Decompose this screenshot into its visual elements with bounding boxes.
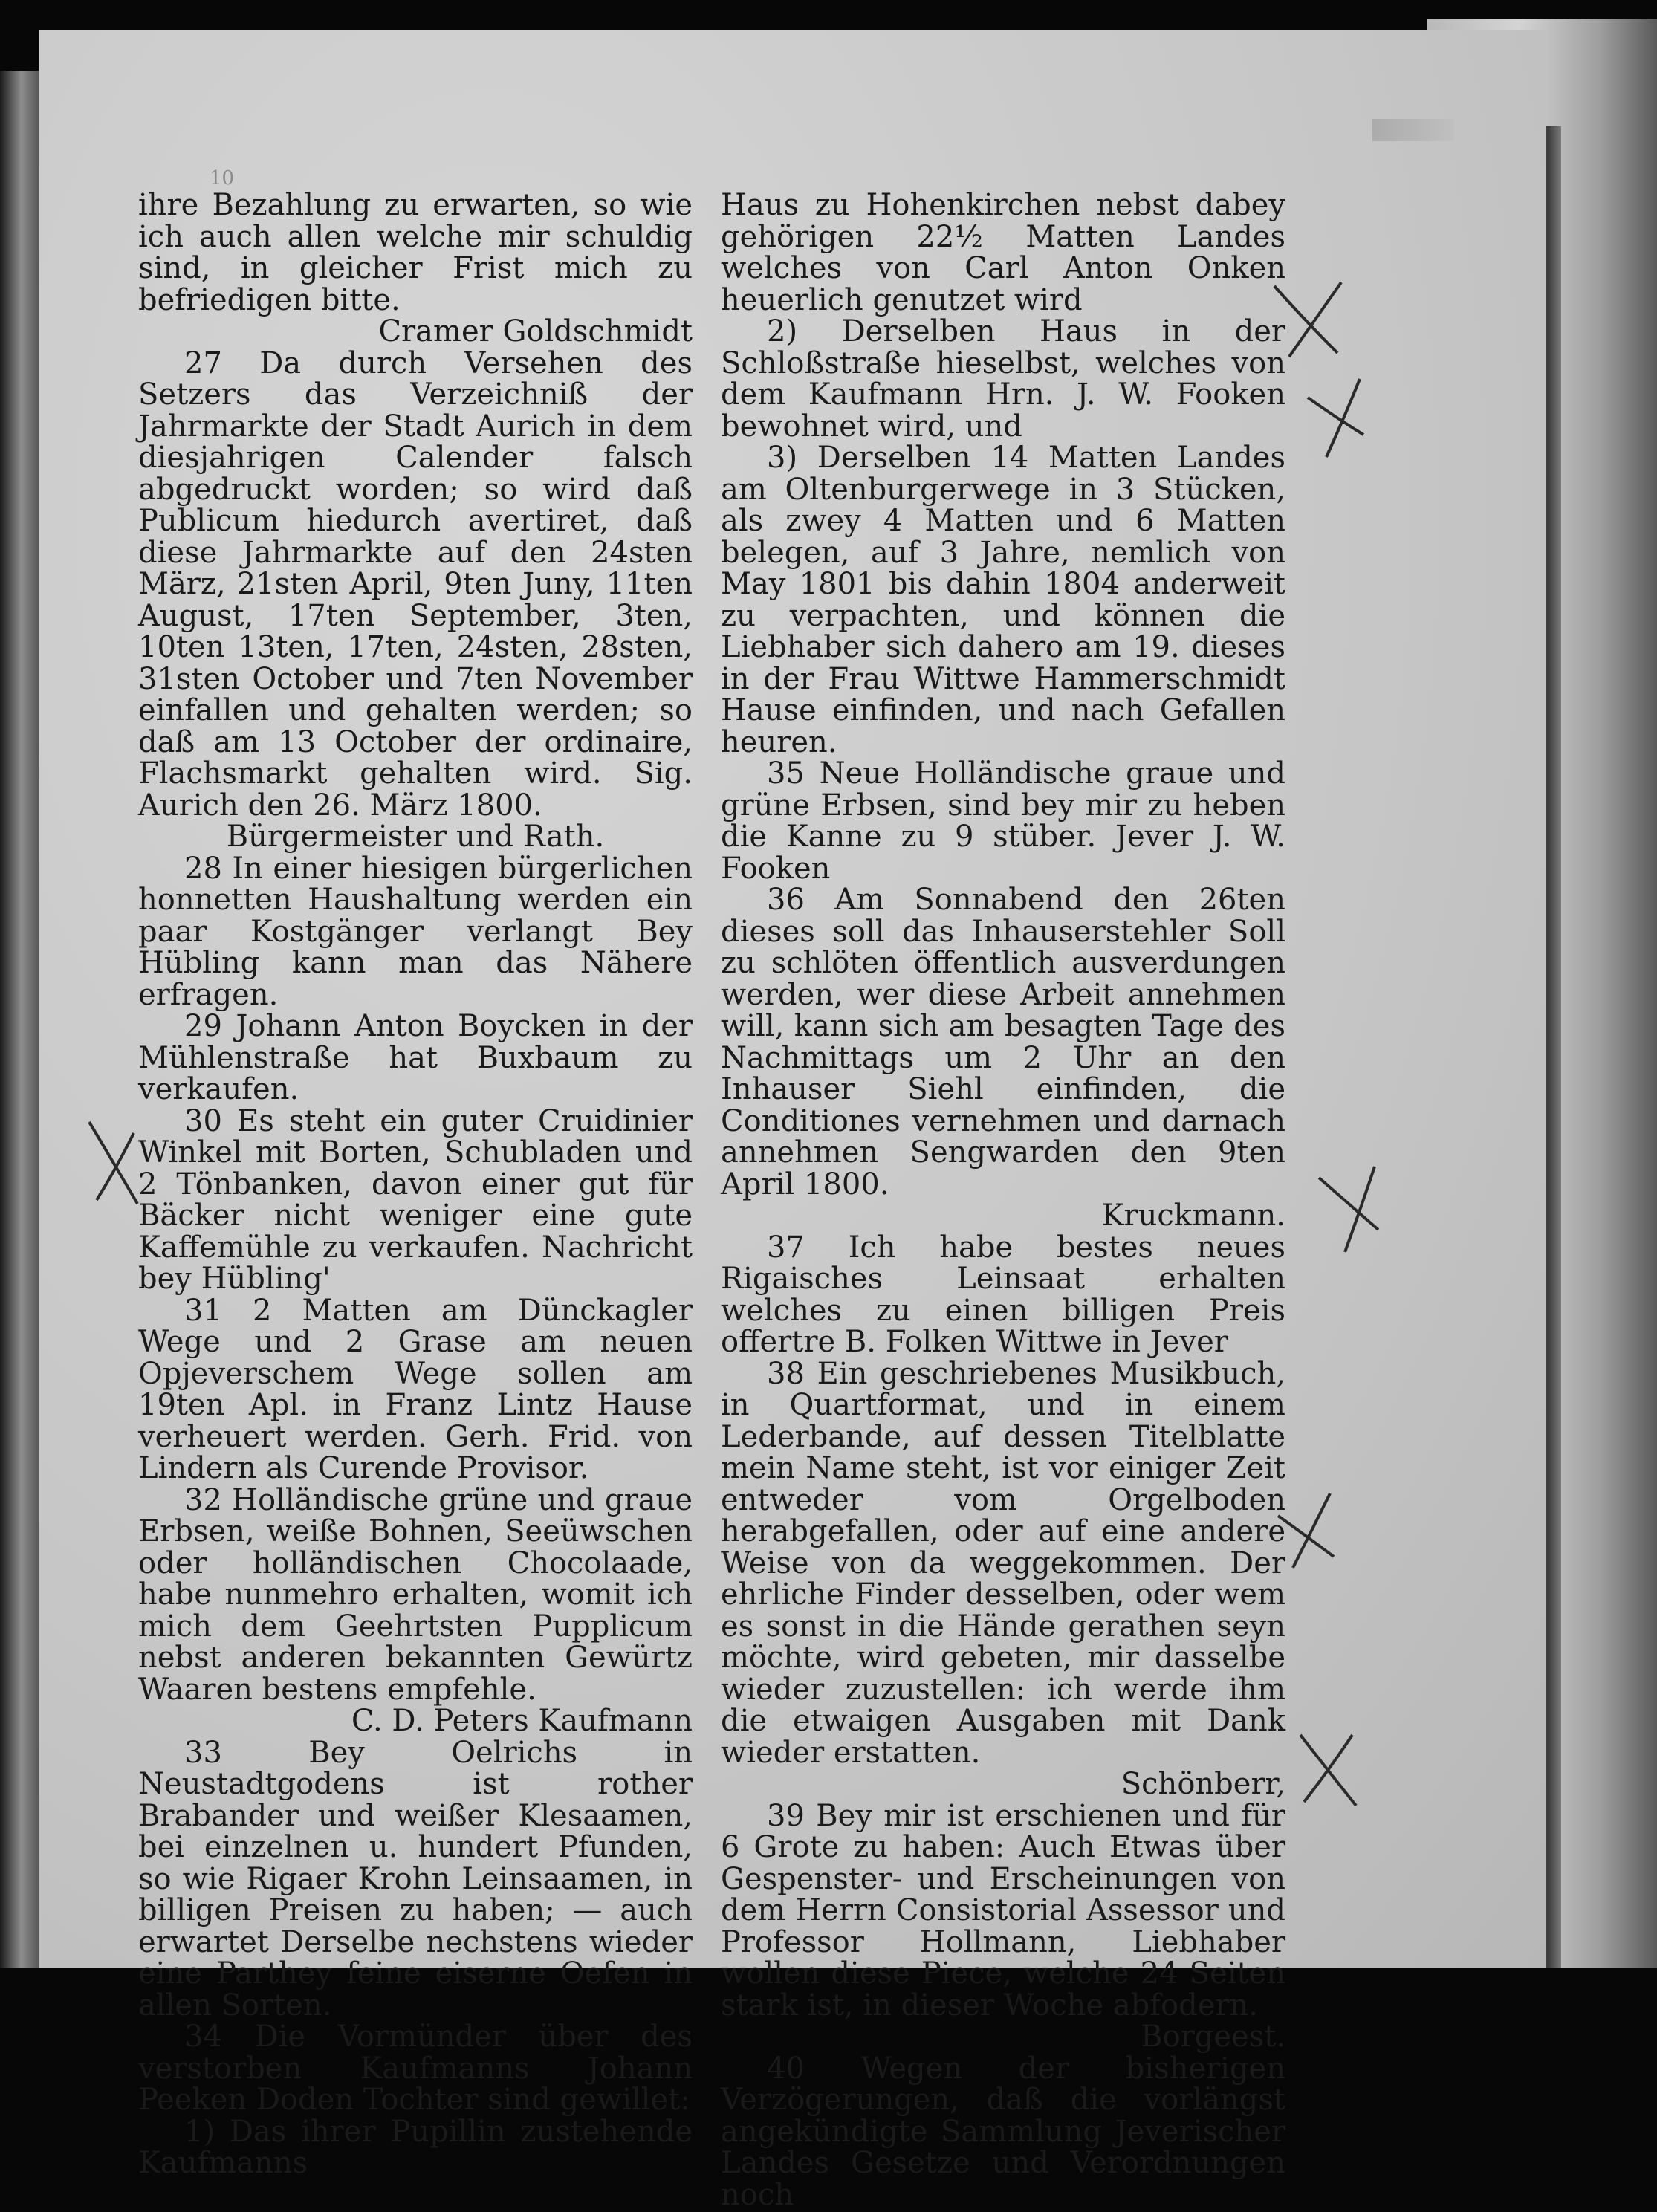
- notice-paragraph: Schönberr,: [1121, 1767, 1285, 1801]
- handwritten-x-mark-6: [1285, 1724, 1367, 1813]
- notice-paragraph: Haus zu Hohenkirchen nebst dabey gehörigen 22½ Matten Landes welches von Carl Anton Onken heuerlich genutzet wird: [721, 188, 1285, 317]
- notice-paragraph: 28 In einer hiesigen bürgerlichen honnetten Haushaltung werden ein paar Kostgänger verlangt Bey Hübling kann man das Nähere erfragen.: [138, 851, 693, 1012]
- page-number: 10: [210, 167, 235, 189]
- notice-paragraph: 37 Ich habe bestes neues Rigaisches Leinsaat erhalten welches zu einen billigen Preis offertre B. Folken Wittwe in Jever: [721, 1230, 1285, 1359]
- notice-paragraph: 2) Derselben Haus in der Schloßstraße hieselbst, welches von dem Kaufmann Hrn. J. W. Fooken bewohnet wird, und: [721, 314, 1285, 444]
- notice-paragraph: Borgeest.: [1141, 2020, 1285, 2054]
- right-column: [721, 189, 1285, 2211]
- notice-paragraph: 32 Holländische grüne und graue Erbsen, weiße Bohnen, Seeüwschen oder holländischen Chocolaade, habe nunmehro erhalten, womit ich mich dem Geehrtsten Pupplicum nebst anderen bekannten Gewürtz Waaren bestens empfehle.: [138, 1482, 693, 1707]
- left-column: [138, 189, 693, 2179]
- notice-paragraph: 38 Ein geschriebenes Musikbuch, in Quartformat, und in einem Lederbande, auf dessen Titelblatte mein Name steht, ist vor einiger Zeit entweder vom Orgelboden herabgefallen, oder auf eine andere Weise von da weggekommen. Der ehrliche Finder desselben, oder wem es sonst in die Hände gerathen seyn möchte, wird gebeten, mir dasselbe wieder zuzustellen: ich werde ihm die etwaigen Ausgaben mit Dank wieder erstatten.: [721, 1356, 1285, 1770]
- handwritten-x-mark-3: [82, 1115, 149, 1211]
- handwritten-x-mark-2: [1293, 372, 1375, 461]
- notice-paragraph: Cramer Goldschmidt: [378, 314, 693, 348]
- notice-paragraph: 39 Bey mir ist erschienen und für 6 Grote zu haben: Auch Etwas über Gespenster- und Erscheinungen von dem Herrn Consistorial Assessor und Professor Hollmann, Liebhaber wollen diese Piece, welche 24 Seiten stark ist, in dieser Woche abfodern.: [721, 1798, 1285, 2023]
- notice-paragraph: C. D. Peters Kaufmann: [351, 1704, 693, 1738]
- notice-paragraph: 40 Wegen der bisherigen Verzögerungen, daß die vorlängst angekündigte Sammlung Jeverischer Landes Gesetze und Verordnungen noch: [721, 2051, 1285, 2212]
- notice-paragraph: 30 Es steht ein guter Cruidinier Winkel mit Borten, Schubladen und 2 Tönbanken, davon einer gut für Bäcker nicht weniger eine gute Kaffemühle zu verkaufen. Nachricht bey Hübling': [138, 1103, 693, 1296]
- notice-paragraph: 27 Da durch Versehen des Setzers das Verzeichniß der Jahrmarkte der Stadt Aurich in dem diesjahrigen Calender falsch abgedruckt worden; so wird daß Publicum hiedurch avertiret, daß diese Jahrmarkte auf den 24sten März, 21sten April, 9ten Juny, 11ten August, 17ten September, 3ten, 10ten 13ten, 17ten, 24sten, 28sten, 31sten October und 7ten November einfallen und gehalten werden; so daß am 13 October der ordinaire, Flachsmarkt gehalten wird. Sig. Aurich den 26. März 1800.: [138, 346, 693, 823]
- notice-paragraph: 3) Derselben 14 Matten Landes am Oltenburgerwege in 3 Stücken, als zwey 4 Matten und 6 Matten belegen, auf 3 Jahre, nemlich von May 1801 bis dahin 1804 anderweit zu verpachten, und können die Liebhaber sich dahero am 19. dieses in der Frau Wittwe Hammerschmidt Hause einfinden, und nach Gefallen heuren.: [721, 441, 1285, 759]
- notice-paragraph: 29 Johann Anton Boycken in der Mühlenstraße hat Buxbaum zu verkaufen.: [138, 1009, 693, 1106]
- handwritten-x-mark-4: [1308, 1159, 1390, 1256]
- notice-paragraph: 34 Die Vormünder über des verstorben Kaufmanns Johann Peeken Doden Tochter sind gewillet:: [138, 2020, 693, 2117]
- notice-paragraph: 1) Das ihrer Pupillin zustehende Kaufmanns: [138, 2114, 693, 2180]
- notice-paragraph: Bürgermeister und Rath.: [226, 820, 605, 854]
- notice-paragraph: 31 2 Matten am Dünckagler Wege und 2 Grase am neuen Opjeverschem Wege sollen am 19ten Apl. in Franz Lintz Hause verheuert werden. Gerh. Frid. von Lindern als Curende Provisor.: [138, 1293, 693, 1485]
- corner-smudge: [1372, 119, 1454, 141]
- notice-paragraph: 36 Am Sonnabend den 26ten dieses soll das Inhauserstehler Soll zu schlöten öffentlich ausverdungen werden, wer diese Arbeit annehmen will, kann sich am besagten Tage des Nachmittags um 2 Uhr an den Inhauser Siehl einfinden, die Conditiones vernehmen und darnach annehmen Sengwarden den 9ten April 1800.: [721, 883, 1285, 1201]
- notice-paragraph: Kruckmann.: [1101, 1199, 1285, 1233]
- handwritten-x-mark-5: [1263, 1486, 1345, 1575]
- notice-paragraph: 35 Neue Holländische graue und grüne Erbsen, sind bey mir zu heben die Kanne zu 9 stüber. Jever J. W. Fooken: [721, 756, 1285, 886]
- notice-paragraph: ihre Bezahlung zu erwarten, so wie ich auch allen welche mir schuldig sind, in gleicher Frist mich zu befriedigen bitte.: [138, 188, 693, 317]
- notice-paragraph: 33 Bey Oelrichs in Neustadtgodens ist rother Brabander und weißer Klesaamen, bei einzelnen u. hundert Pfunden, so wie Rigaer Krohn Leinsaamen, in billigen Preisen zu haben; — auch erwartet Derselbe nechstens wieder eine Parthey feine eiserne Oefen in allen Sorten.: [138, 1735, 693, 2023]
- left-page-edge: [0, 71, 39, 1968]
- handwritten-x-mark-1: [1263, 275, 1352, 364]
